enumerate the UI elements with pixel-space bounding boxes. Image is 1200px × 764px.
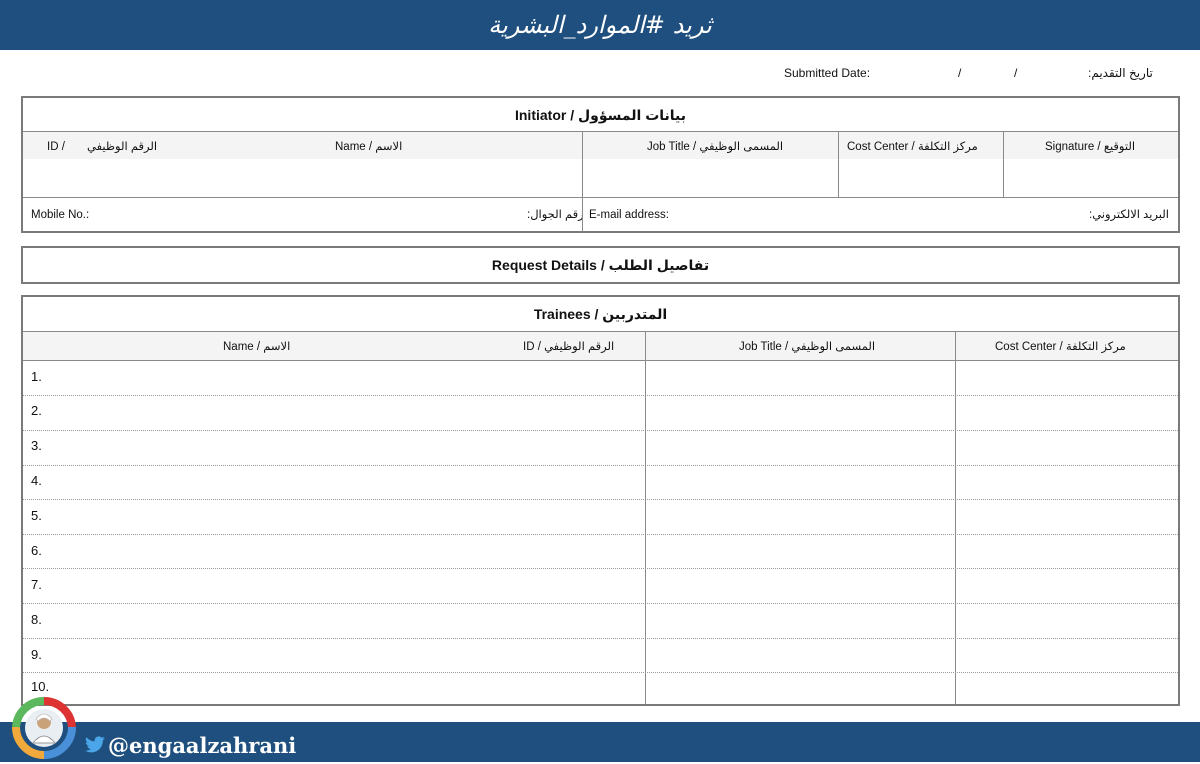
- initiator-cost-center-input[interactable]: [839, 159, 1003, 197]
- initiator-id-label-ar: الرقم الوظيفي: [87, 141, 158, 153]
- trainee-row[interactable]: [23, 639, 1178, 673]
- trainees-cost-center-header: Cost Center / مركز التكلفة: [995, 341, 1126, 353]
- trainee-row-number: 1.: [31, 369, 42, 384]
- trainee-row-number: 9.: [31, 647, 42, 662]
- submitted-date-label-ar: تاريخ التقديم:: [1088, 66, 1153, 80]
- trainee-row[interactable]: [23, 673, 1178, 704]
- date-separator-1: /: [958, 66, 962, 80]
- trainee-row-number: 6.: [31, 543, 42, 558]
- initiator-signature-label: Signature / التوقيع: [1045, 141, 1136, 153]
- initiator-header-row: [23, 132, 1178, 159]
- trainee-row-number: 7.: [31, 577, 42, 592]
- trainee-row[interactable]: [23, 466, 1178, 500]
- mobile-label-ar: رقم الجوال:: [527, 209, 584, 221]
- footer-handle-area: [0, 0, 278, 40]
- trainee-row[interactable]: [23, 396, 1178, 430]
- request-details-title: Request Details / تفاصيل الطلب: [491, 257, 710, 273]
- page-title: ثريد #الموارد_البشرية: [488, 11, 712, 39]
- trainee-row-number: 4.: [31, 473, 42, 488]
- initiator-job-title-label: Job Title / المسمى الوظيفي: [647, 141, 784, 153]
- initiator-job-title-input[interactable]: [583, 159, 838, 197]
- request-details-section: [21, 246, 1180, 284]
- initiator-section: [21, 96, 1180, 233]
- initiator-title: Initiator / بيانات المسؤول: [23, 98, 1178, 132]
- trainees-name-header: Name / الاسم: [223, 341, 291, 353]
- email-label-ar: البريد الالكتروني:: [1089, 209, 1169, 221]
- footer-band-right: [278, 722, 1200, 762]
- submitted-date-label-en: Submitted Date:: [784, 66, 871, 80]
- trainee-row-number: 3.: [31, 438, 42, 453]
- trainee-row-number: 5.: [31, 508, 42, 523]
- profile-avatar-icon: [6, 697, 82, 764]
- trainees-section: [21, 295, 1180, 706]
- submitted-date-row: [0, 66, 1200, 84]
- initiator-divider: [582, 197, 583, 231]
- initiator-cost-center-label: Cost Center / مركز التكلفة: [847, 141, 978, 153]
- initiator-signature-input[interactable]: [1004, 159, 1178, 197]
- email-label-en: E-mail address:: [589, 209, 669, 221]
- trainee-row[interactable]: [23, 431, 1178, 465]
- initiator-row-divider: [23, 197, 1178, 198]
- trainees-job-title-header: Job Title / المسمى الوظيفي: [739, 341, 876, 353]
- trainees-id-header: ID / الرقم الوظيفي: [523, 341, 615, 353]
- initiator-id-label-en: ID /: [47, 141, 65, 153]
- trainee-row-number: 8.: [31, 612, 42, 627]
- trainee-row[interactable]: [23, 361, 1178, 395]
- initiator-name-label: Name / الاسم: [335, 141, 403, 153]
- mobile-label-en: Mobile No.:: [31, 209, 90, 221]
- trainee-row-number: 2.: [31, 403, 42, 418]
- trainees-title: Trainees / المتدربين: [23, 297, 1178, 332]
- twitter-bird-icon: [84, 736, 106, 759]
- trainee-row[interactable]: [23, 500, 1178, 534]
- date-separator-2: /: [1014, 66, 1018, 80]
- trainee-row[interactable]: [23, 604, 1178, 638]
- initiator-name-input[interactable]: [23, 159, 582, 197]
- twitter-handle[interactable]: @engaalzahrani: [108, 733, 297, 758]
- trainee-row[interactable]: [23, 569, 1178, 603]
- trainee-row-number: 10.: [31, 679, 50, 694]
- trainee-row[interactable]: [23, 535, 1178, 569]
